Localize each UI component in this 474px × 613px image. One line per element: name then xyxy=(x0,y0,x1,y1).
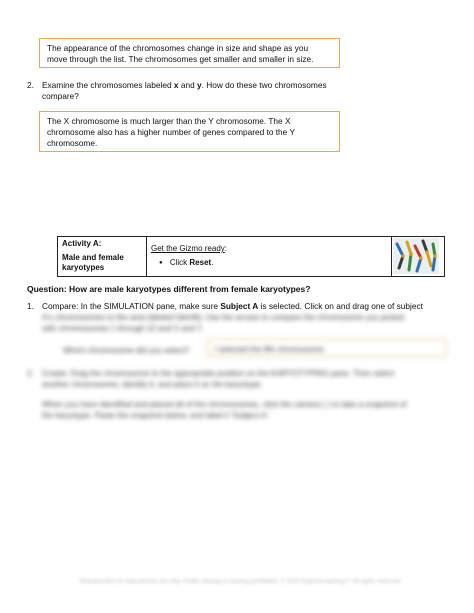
step-1-line-1-pre: Compare: In the SIMULATION pane, make sure xyxy=(42,301,221,311)
get-gizmo-ready-label: Get the Gizmo ready xyxy=(150,244,225,253)
activity-title-line-1: Male and female xyxy=(62,252,124,262)
activity-title-cell xyxy=(58,237,147,277)
activity-table xyxy=(57,236,445,277)
step-2-line-3: When you have identified and placed all of the chromosomes, click the camera ( ) to take a snapshot of xyxy=(42,400,407,409)
get-gizmo-ready-colon: : xyxy=(224,244,228,253)
answer-box-1[interactable] xyxy=(39,38,340,68)
question-2-text xyxy=(42,80,372,92)
step-2-line-4: the karyotype. Paste the snapshot below, and label it 'Subject A.' xyxy=(42,411,271,420)
activity-title-line-2: karyotypes xyxy=(62,263,105,272)
label-x: x xyxy=(173,80,179,90)
label-y: y xyxy=(197,80,202,90)
gizmo-image-cell xyxy=(392,237,445,277)
step-2-number: 2. xyxy=(27,368,34,378)
step-1-number: 1. xyxy=(27,301,34,311)
step-1-line-1 xyxy=(42,301,462,313)
chromosome-image-icon xyxy=(393,238,439,274)
reset-label: Reset xyxy=(189,257,212,267)
subject-a-label: Subject A xyxy=(220,301,259,311)
question-2-number: 2. xyxy=(27,80,34,90)
question-2-pre: Examine the chromosomes labeled xyxy=(42,80,174,90)
answer-1-line-2: move through the list. The chromosomes get smaller and smaller in size. xyxy=(47,54,314,64)
activity-ready-cell xyxy=(146,237,391,277)
step-1-answer-text: I selected the 8th chromosome. xyxy=(214,345,326,354)
question-heading: Question: How are male karyotypes different from female karyotypes? xyxy=(27,284,311,294)
click-text: Click xyxy=(169,257,190,267)
step-1-prompt: Which chromosome did you select? xyxy=(63,346,190,355)
activity-heading: Activity A: xyxy=(62,239,102,248)
period-text: . xyxy=(211,257,214,267)
step-2-line-2: another chromosome, identify it, and place it on the karyotype. xyxy=(42,380,263,389)
answer-1-line-1: The appearance of the chromosomes change in size and shape as you xyxy=(47,43,309,53)
answer-box-2[interactable] xyxy=(39,111,340,152)
page-footer: Reproduction for educational use only. Public sharing or posting prohibited. © 2020 ExploreLearning™ All rights reserved xyxy=(79,579,401,585)
step-2-line-1: Create: Drag the chromosome to the appropriate position on the KARYOTYPING pane. Then select xyxy=(42,369,395,378)
answer-2-line-3: chromosome. xyxy=(47,138,98,148)
answer-2-line-1: The X chromosome is much larger than the Y chromosome. The X xyxy=(47,116,291,126)
step-1-line-3: with chromosomes 1 through 22 and X and Y. xyxy=(42,324,204,333)
question-2-line-2: compare? xyxy=(42,91,79,101)
bullet-icon: ● xyxy=(158,259,163,266)
question-2-post: . How do these two chromosomes xyxy=(201,80,327,90)
step-1-line-1-post: is selected. Click on and drag one of subject xyxy=(258,301,423,311)
step-1-line-2: A's chromosomes to the area labeled Identify. Use the arrows to compare the chromosome you picked xyxy=(42,313,404,322)
answer-2-line-2: chromosome also has a higher number of genes compared to the Y xyxy=(47,127,295,137)
question-2-and: and xyxy=(178,80,197,90)
step-1-answer-field[interactable] xyxy=(207,339,447,357)
